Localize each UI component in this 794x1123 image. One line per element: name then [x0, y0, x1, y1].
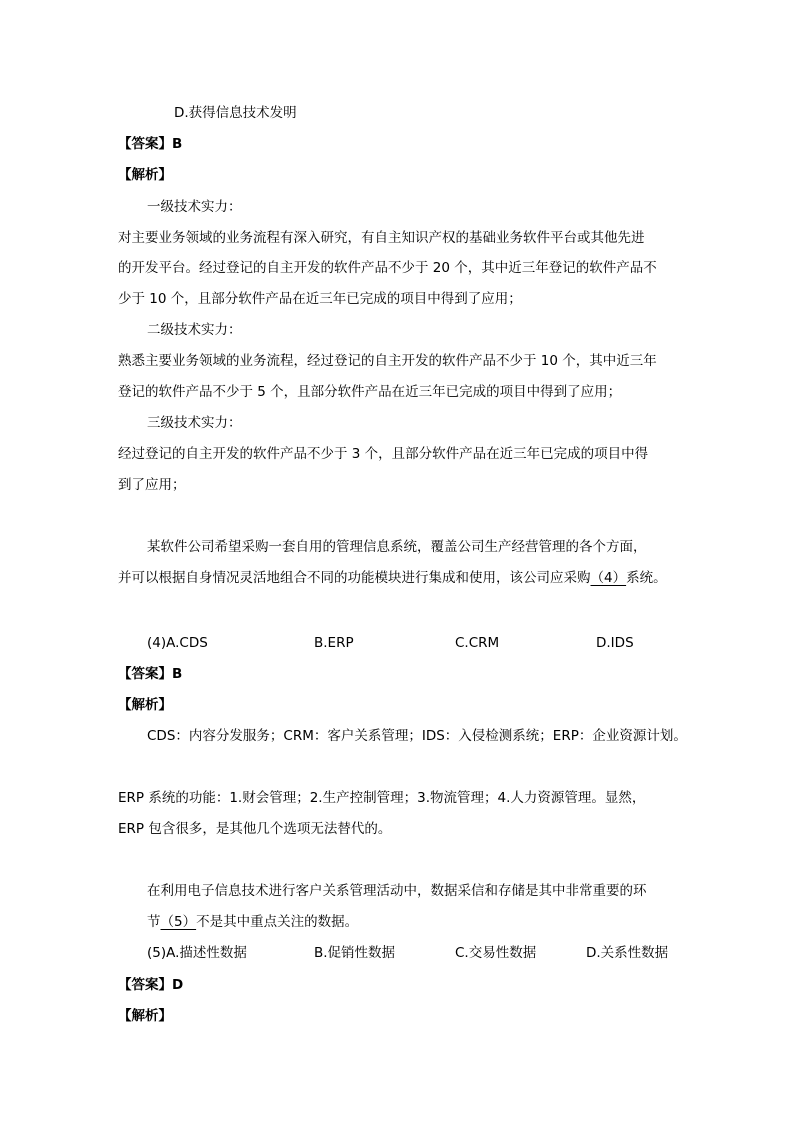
- q5-stem-post: 不是其中重点关注的数据。: [196, 914, 359, 930]
- answer-value: B: [172, 136, 183, 152]
- q5-option-a: (5)A.描述性数据: [147, 945, 247, 961]
- q4-stem-line2: [118, 569, 667, 587]
- q4-answer-row: [118, 665, 182, 683]
- q5-blank: （5）: [160, 914, 197, 930]
- q5-stem-line1: 在利用电子信息技术进行客户关系管理活动中，数据采信和存储是其中非常重要的环: [147, 883, 647, 899]
- q4-option-b: B.ERP: [314, 635, 354, 651]
- level3-line1: 经过登记的自主开发的软件产品不少于 3 个，且部分软件产品在近三年已完成的项目中得: [118, 446, 649, 462]
- q5-analysis-label: 【解析】: [118, 1008, 172, 1024]
- q5-answer-row: [118, 976, 183, 994]
- level1-title: 一级技术实力：: [147, 199, 242, 215]
- q5-stem-line2: [147, 913, 358, 931]
- q4-analysis-line3: ERP 包含很多，是其他几个选项无法替代的。: [118, 821, 392, 837]
- level1-line2: 的开发平台。经过登记的自主开发的软件产品不少于 20 个，其中近三年登记的软件产品不: [118, 260, 657, 276]
- q4-answer-value: B: [172, 666, 183, 682]
- level2-title: 二级技术实力：: [147, 322, 242, 338]
- q4-analysis-line2: ERP 系统的功能：1.财会管理；2.生产控制管理；3.物流管理；4.人力资源管理。显然，: [118, 790, 646, 806]
- answer-row: [118, 135, 182, 153]
- q5-answer-label: 【答案】: [118, 977, 172, 993]
- q4-stem-line1: 某软件公司希望采购一套自用的管理信息系统，覆盖公司生产经营管理的各个方面，: [147, 539, 647, 555]
- answer-label: 【答案】: [118, 136, 172, 152]
- q4-stem-pre: 并可以根据自身情况灵活地组合不同的功能模块进行集成和使用，该公司应采购: [118, 570, 591, 586]
- q4-option-a: (4)A.CDS: [147, 635, 208, 651]
- q4-blank: （4）: [590, 570, 627, 586]
- q5-option-b: B.促销性数据: [314, 945, 396, 961]
- q5-option-c: C.交易性数据: [455, 945, 537, 961]
- analysis-label: 【解析】: [118, 167, 172, 183]
- q5-option-d: D.关系性数据: [586, 945, 669, 961]
- q5-answer-value: D: [172, 977, 184, 993]
- level1-line3: 少于 10 个，且部分软件产品在近三年已完成的项目中得到了应用；: [118, 291, 522, 307]
- q4-analysis-line1: CDS：内容分发服务；CRM：客户关系管理；IDS：入侵检测系统；ERP：企业资源计划。: [147, 728, 687, 744]
- level1-line1: 对主要业务领域的业务流程有深入研究，有自主知识产权的基础业务软件平台或其他先进: [118, 230, 645, 246]
- q4-analysis-label: 【解析】: [118, 697, 172, 713]
- q4-stem-post: 系统。: [626, 570, 667, 586]
- level3-title: 三级技术实力：: [147, 415, 242, 431]
- level2-line1: 熟悉主要业务领域的业务流程，经过登记的自主开发的软件产品不少于 10 个，其中近三年: [118, 353, 657, 369]
- level2-line2: 登记的软件产品不少于 5 个，且部分软件产品在近三年已完成的项目中得到了应用；: [118, 384, 622, 400]
- option-d: D.获得信息技术发明: [174, 105, 297, 121]
- q4-answer-label: 【答案】: [118, 666, 172, 682]
- q5-stem-pre: 节: [147, 914, 161, 930]
- q4-option-d: D.IDS: [596, 635, 634, 651]
- q4-option-c: C.CRM: [455, 635, 500, 651]
- level3-line2: 到了应用；: [118, 477, 186, 493]
